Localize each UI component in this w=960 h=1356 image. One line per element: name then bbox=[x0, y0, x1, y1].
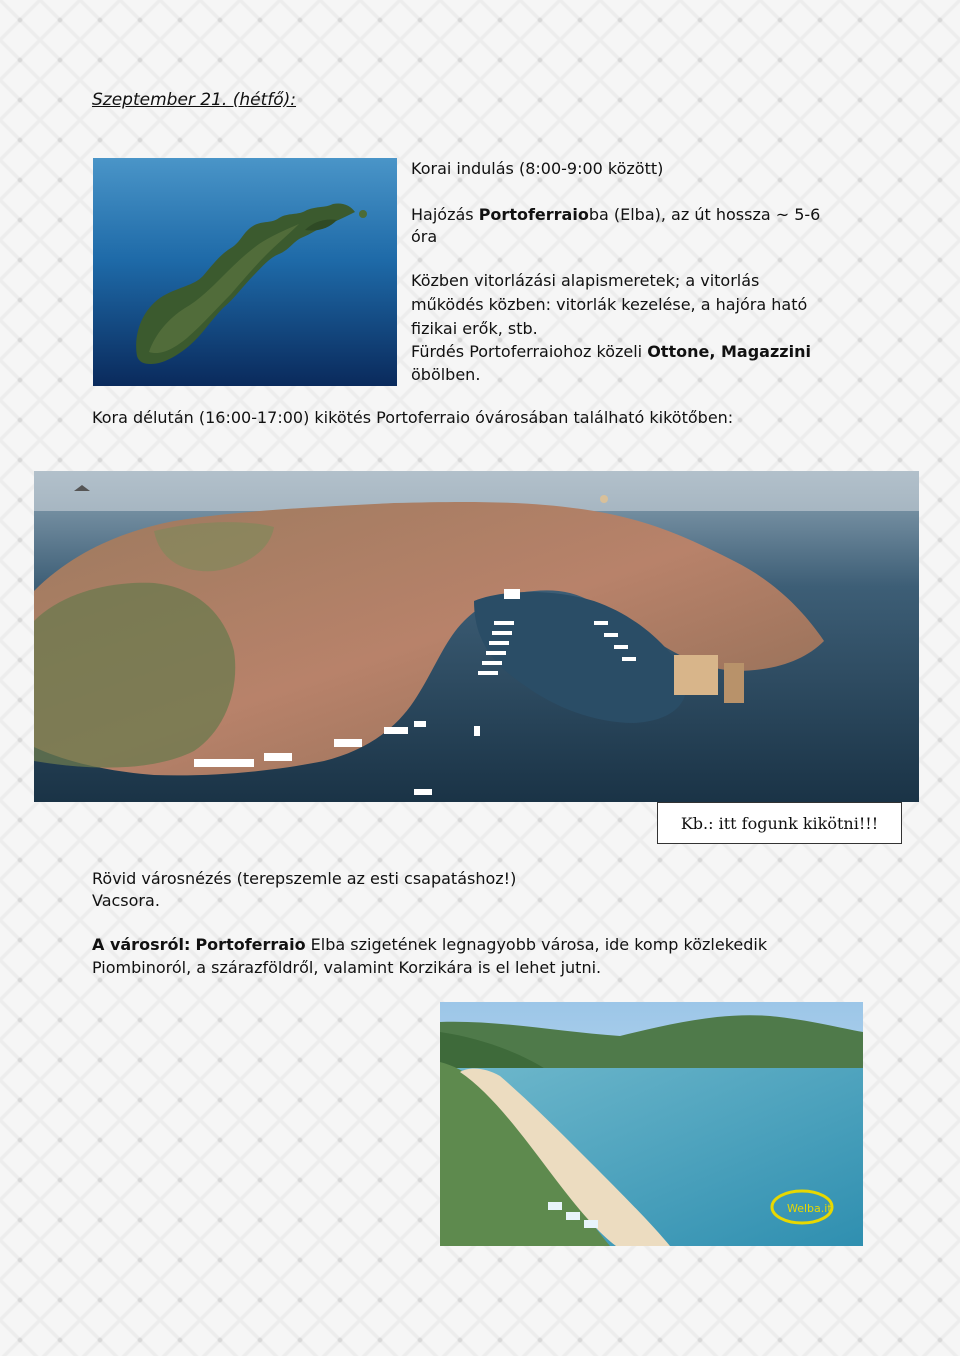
sailing-paragraph: Hajózás Portoferraioba (Elba), az út hossza ~ 5-6 óra bbox=[411, 205, 821, 246]
sailing-basics-line3: fizikai erők, stb. bbox=[411, 319, 538, 338]
sailing-basics-line1: Közben vitorlázási alapismeretek; a vitorlás bbox=[411, 271, 760, 290]
swimming-line1: Fürdés Portoferraiohoz közeli Ottone, Magazzini bbox=[411, 342, 811, 361]
swimming-line2: öbölben. bbox=[411, 365, 481, 384]
destination-name: Portoferraio bbox=[478, 205, 589, 224]
beach-logo-text: Welba.it bbox=[787, 1202, 832, 1215]
bay-names: Ottone, Magazzini bbox=[647, 342, 811, 361]
beach-photo bbox=[440, 1002, 863, 1246]
harbour-aerial-photo bbox=[34, 471, 919, 802]
afternoon-arrival-text: Kora délután (16:00-17:00) kikötés Portoferraio óvárosában található kikötőben: bbox=[92, 408, 734, 427]
about-label: A városról: bbox=[92, 935, 191, 954]
harbour-caption: Kb.: itt fogunk kikötni!!! bbox=[657, 802, 902, 844]
sailing-basics-line2: működés közben: vitorlák kezelése, a hajóra ható bbox=[411, 295, 808, 314]
town-name: Portoferraio bbox=[195, 935, 306, 954]
sightseeing-text: Rövid városnézés (terepszemle az esti csapatáshoz!) bbox=[92, 869, 517, 888]
about-town-line2: Piombinoról, a szárazföldről, valamint Korzikára is el lehet jutni. bbox=[92, 958, 602, 977]
elba-aerial-photo bbox=[93, 158, 397, 386]
departure-text: Korai indulás (8:00-9:00 között) bbox=[411, 159, 664, 178]
page-heading: Szeptember 21. (hétfő): bbox=[92, 90, 297, 110]
about-town-line1: A városról: Portoferraio Elba szigetének legnagyobb városa, ide komp közlekedik bbox=[92, 935, 768, 954]
dinner-text: Vacsora. bbox=[92, 891, 160, 910]
